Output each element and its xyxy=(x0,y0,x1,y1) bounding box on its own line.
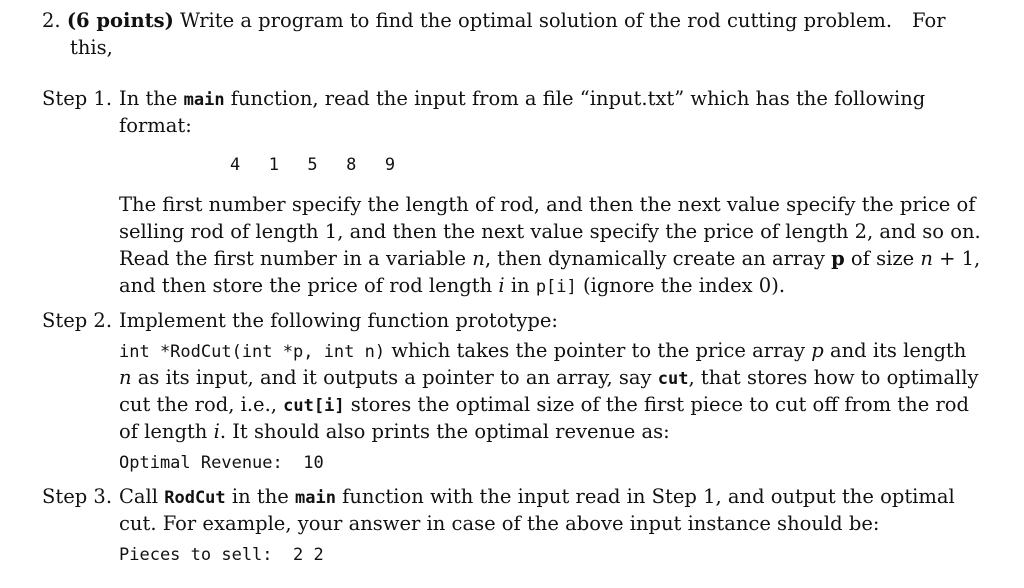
var-n: n xyxy=(920,247,933,270)
step1-text: Read the first number in a variable xyxy=(119,247,467,270)
problem-intro-for: For xyxy=(912,9,946,32)
code-main: main xyxy=(183,90,225,110)
step1-text: + 1, xyxy=(939,247,981,270)
step2-label: Step 2. xyxy=(42,309,113,332)
var-n: n xyxy=(119,366,132,389)
step3-text: Call xyxy=(119,485,159,508)
step2-desc-l1 xyxy=(119,339,966,364)
var-i: i xyxy=(498,274,505,297)
var-i: i xyxy=(213,420,220,443)
input-example: 4 1 5 8 9 xyxy=(230,155,396,175)
step1-text: and then store the price of rod length xyxy=(119,274,493,297)
step1-text: (ignore the index 0). xyxy=(582,274,786,297)
step3-line2: cut. For example, your answer in case of the above input instance should be: xyxy=(119,512,880,535)
step2-text: , that stores how to optimally xyxy=(688,366,979,389)
code-rodcut: RodCut xyxy=(164,488,226,508)
revenue-output-example: Optimal Revenue: 10 xyxy=(119,453,324,473)
step1-text: of size xyxy=(850,247,915,270)
step1-format: format: xyxy=(119,114,192,137)
step1-para-l4 xyxy=(119,274,785,299)
step2-text: which takes the pointer to the price array xyxy=(391,339,806,362)
step2-text: and its length xyxy=(829,339,967,362)
step2-intro: Implement the following function prototype: xyxy=(119,309,558,332)
step3-text: in the xyxy=(231,485,289,508)
step1-text: in xyxy=(510,274,530,297)
step2-text: of length xyxy=(119,420,208,443)
step2-desc-l2 xyxy=(119,366,978,391)
var-p: p xyxy=(811,339,824,362)
code-cut-i: cut[i] xyxy=(283,396,345,416)
step1-text: In the xyxy=(119,87,178,110)
step1-para-l3 xyxy=(119,247,980,271)
step1-text: function, read the input from a file “input.txt” which has the following xyxy=(230,87,926,110)
step1-para-l1: The first number specify the length of rod, and then the next value specify the price of xyxy=(119,193,976,216)
problem-number: 2. xyxy=(42,9,61,32)
problem-heading-line xyxy=(42,9,892,33)
problem-points: (6 points) xyxy=(66,9,174,32)
problem-intro-cont: this, xyxy=(70,36,113,59)
step1-label: Step 1. xyxy=(42,87,113,110)
step3-text: function with the input read in Step 1, and output the optimal xyxy=(342,485,955,508)
step2-text: as its input, and it outputs a pointer to an array, say xyxy=(137,366,652,389)
step3-label: Step 3. xyxy=(42,485,113,508)
step2-desc-l3 xyxy=(119,393,969,418)
code-main: main xyxy=(295,488,336,508)
step2-desc-l4 xyxy=(119,420,670,444)
step2-text: stores the optimal size of the first piece to cut off from the rod xyxy=(350,393,969,416)
step1-text: , then dynamically create an array xyxy=(484,247,825,270)
code-cut: cut xyxy=(657,369,689,389)
step2-text: cut the rod, i.e., xyxy=(119,393,277,416)
step3-line1 xyxy=(119,485,955,510)
code-p-i: p[i] xyxy=(535,277,577,297)
code-prototype: int *RodCut(int *p, int n) xyxy=(119,342,386,362)
step1-line1 xyxy=(119,87,925,112)
step1-para-l2: selling rod of length 1, and then the next value specify the price of length 2, and so on. xyxy=(119,220,981,243)
pieces-output-example: Pieces to sell: 2 2 xyxy=(119,545,324,565)
var-n: n xyxy=(472,247,485,270)
step2-text: . It should also prints the optimal revenue as: xyxy=(219,420,670,443)
var-p: p xyxy=(831,247,845,270)
problem-intro: Write a program to find the optimal solution of the rod cutting problem. xyxy=(180,9,893,32)
